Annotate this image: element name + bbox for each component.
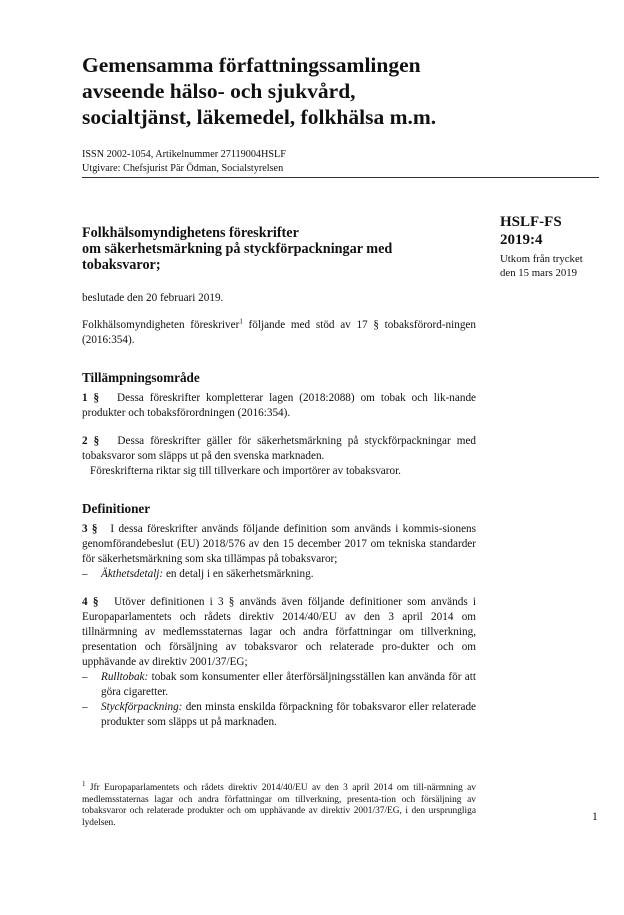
list-dash: – bbox=[82, 671, 88, 683]
regulation-title-line: om säkerhetsmärkning på styckförpackningar med bbox=[82, 241, 393, 257]
definition-item bbox=[82, 700, 476, 730]
header-divider bbox=[82, 177, 599, 178]
series-info bbox=[500, 213, 610, 280]
paragraph-3 bbox=[82, 522, 476, 567]
paragraph-2-second: Föreskrifterna riktar sig till tillverkare och importörer av tobaksvaror. bbox=[90, 465, 401, 477]
definition-text: tobak som konsumenter eller återförsäljningsställen kan använda för att göra cigaretter. bbox=[101, 671, 476, 698]
issn-line: ISSN 2002-1054, Artikelnummer 27119004HSLF bbox=[82, 149, 286, 160]
paragraph-text: Utöver definitionen i 3 § används även följande definitioner som används i Europaparlamentets och rådets direktiv 2014/40/EU av den 3 april 2014 om tillnärmning av medlemsstaternas lagar och andra författningar om tillverkning, presentation och försäljning av tobaksvaror och relaterade pro-dukter och om upphävande av direktiv 2001/37/EG; bbox=[82, 596, 477, 668]
paragraph-number: 3 § bbox=[82, 523, 98, 535]
series-name: HSLF-FS bbox=[500, 214, 562, 230]
collection-title-line: avseende hälso- och sjukvård, bbox=[82, 79, 356, 103]
collection-title-line: Gemensamma författningssamlingen bbox=[82, 53, 421, 77]
definition-item bbox=[82, 670, 476, 700]
regulation-title bbox=[82, 225, 476, 273]
footnote-reference: 1 bbox=[239, 317, 243, 326]
intro-text: Folkhälsomyndigheten föreskriver bbox=[82, 319, 240, 331]
footnote bbox=[82, 779, 476, 829]
paragraph-2 bbox=[82, 434, 476, 464]
definition-term: Rulltobak: bbox=[101, 671, 149, 683]
paragraph-text: Dessa föreskrifter gäller för säkerhetsmärkning på styckförpackningar med tobaksvaror som släpps ut på den svenska marknaden. bbox=[82, 435, 477, 462]
decision-date: beslutade den 20 februari 2019. bbox=[82, 292, 224, 304]
intro-text-rest: följande med stöd av 17 § tobaksförord-ningen (2016:354). bbox=[82, 319, 476, 346]
section-heading-definitions: Definitioner bbox=[82, 501, 151, 516]
list-dash: – bbox=[82, 568, 88, 580]
paragraph-number: 4 § bbox=[82, 596, 99, 608]
intro-paragraph bbox=[82, 318, 476, 348]
collection-title bbox=[82, 52, 582, 130]
definition-text: den minsta enskilda förpackning för tobaksvaror eller relaterade produkter som släpps ut på marknaden. bbox=[101, 701, 476, 728]
page-number: 1 bbox=[592, 811, 598, 823]
definition-term: Äkthetsdetalj: bbox=[101, 568, 164, 580]
paragraph-text: I dessa föreskrifter används följande definition som används i kommis-sionens genomförandebeslut (EU) 2018/576 av den 15 december 2017 om tekniska standarder för säkerhetsmärkning som ska tillämpas på tobaksvaror; bbox=[82, 523, 477, 565]
list-dash: – bbox=[82, 701, 88, 713]
collection-title-line: socialtjänst, läkemedel, folkhälsa m.m. bbox=[82, 105, 437, 129]
definition-text: en detalj i en säkerhetsmärkning. bbox=[163, 568, 314, 580]
regulation-title-line: Folkhälsomyndighetens föreskrifter bbox=[82, 225, 299, 241]
paragraph-text: Dessa föreskrifter kompletterar lagen (2018:2088) om tobak och lik-nande produkter och tobaksförordningen (2016:354). bbox=[82, 392, 477, 419]
footnote-text: Jfr Europaparlamentets och rådets direktiv 2014/40/EU av den 3 april 2014 om till-närmning av medlemsstaternas lagar och andra författningar om tillverkning, presenta-tion och försäljning av tobaksvaror och relaterade produkter och om upphävande av direktiv 2001/37/EG, i den ursprungliga lydelsen. bbox=[82, 783, 476, 828]
definition-item bbox=[82, 567, 476, 582]
paragraph-4 bbox=[82, 595, 476, 670]
footnote-mark: 1 bbox=[82, 779, 86, 788]
paragraph-1 bbox=[82, 391, 476, 421]
paragraph-number: 2 § bbox=[82, 435, 100, 447]
regulation-title-line: tobaksvaror; bbox=[82, 257, 161, 273]
header-meta bbox=[82, 148, 582, 176]
definition-term: Styckförpackning: bbox=[101, 701, 183, 713]
paragraph-number: 1 § bbox=[82, 392, 100, 404]
publication-date: den 15 mars 2019 bbox=[500, 267, 578, 279]
publication-note-line: Utkom från trycket bbox=[500, 253, 583, 265]
publisher-line: Utgivare: Chefsjurist Pär Ödman, Socialstyrelsen bbox=[82, 163, 284, 174]
section-heading-scope: Tillämpningsområde bbox=[82, 370, 200, 385]
series-number: 2019:4 bbox=[500, 232, 543, 248]
regulation-body bbox=[82, 225, 476, 730]
